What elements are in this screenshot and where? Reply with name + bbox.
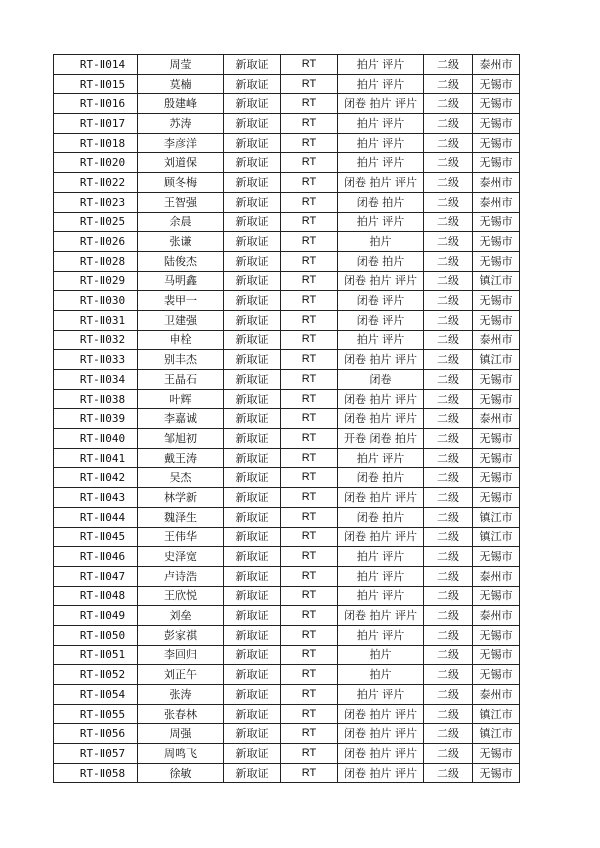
method-cell: RT [281, 74, 338, 94]
table-row [54, 625, 520, 645]
name-cell: 张涛 [138, 685, 224, 705]
exam-items-cell: 闭卷 拍片 评片 [338, 606, 424, 626]
table-row [54, 744, 520, 764]
level-cell: 二级 [424, 566, 473, 586]
cert-type-cell: 新取证 [224, 251, 281, 271]
exam-items-cell: 闭卷 拍片 [338, 192, 424, 212]
city-cell: 泰州市 [473, 566, 520, 586]
cert-type-cell: 新取证 [224, 625, 281, 645]
cert-number-cell: RT-Ⅱ029 [54, 271, 138, 291]
table-row [54, 74, 520, 94]
method-cell: RT [281, 665, 338, 685]
cert-type-cell: 新取证 [224, 724, 281, 744]
cert-type-cell: 新取证 [224, 645, 281, 665]
cert-type-cell: 新取证 [224, 606, 281, 626]
cert-number-cell: RT-Ⅱ058 [54, 763, 138, 783]
exam-items-cell: 闭卷 拍片 评片 [338, 763, 424, 783]
city-cell: 无锡市 [473, 763, 520, 783]
method-cell: RT [281, 763, 338, 783]
cert-type-cell: 新取证 [224, 370, 281, 390]
level-cell: 二级 [424, 350, 473, 370]
cert-number-cell: RT-Ⅱ014 [54, 55, 138, 75]
method-cell: RT [281, 389, 338, 409]
city-cell: 镇江市 [473, 271, 520, 291]
method-cell: RT [281, 271, 338, 291]
cert-number-cell: RT-Ⅱ039 [54, 409, 138, 429]
method-cell: RT [281, 310, 338, 330]
city-cell: 泰州市 [473, 173, 520, 193]
cert-type-cell: 新取证 [224, 488, 281, 508]
method-cell: RT [281, 744, 338, 764]
cert-number-cell: RT-Ⅱ052 [54, 665, 138, 685]
method-cell: RT [281, 704, 338, 724]
table-row [54, 547, 520, 567]
name-cell: 殷建峰 [138, 94, 224, 114]
exam-items-cell: 拍片 评片 [338, 153, 424, 173]
cert-type-cell: 新取证 [224, 468, 281, 488]
city-cell: 无锡市 [473, 291, 520, 311]
cert-type-cell: 新取证 [224, 291, 281, 311]
level-cell: 二级 [424, 55, 473, 75]
cert-number-cell: RT-Ⅱ018 [54, 133, 138, 153]
cert-type-cell: 新取证 [224, 94, 281, 114]
exam-items-cell: 拍片 评片 [338, 685, 424, 705]
name-cell: 张谦 [138, 232, 224, 252]
cert-type-cell: 新取证 [224, 685, 281, 705]
table-row [54, 409, 520, 429]
name-cell: 王欣悦 [138, 586, 224, 606]
level-cell: 二级 [424, 448, 473, 468]
cert-type-cell: 新取证 [224, 55, 281, 75]
method-cell: RT [281, 429, 338, 449]
level-cell: 二级 [424, 330, 473, 350]
name-cell: 顾冬梅 [138, 173, 224, 193]
cert-number-cell: RT-Ⅱ057 [54, 744, 138, 764]
city-cell: 镇江市 [473, 724, 520, 744]
exam-items-cell: 闭卷 拍片 [338, 251, 424, 271]
method-cell: RT [281, 566, 338, 586]
cert-type-cell: 新取证 [224, 310, 281, 330]
table-row [54, 330, 520, 350]
city-cell: 镇江市 [473, 350, 520, 370]
level-cell: 二级 [424, 468, 473, 488]
cert-number-cell: RT-Ⅱ016 [54, 94, 138, 114]
level-cell: 二级 [424, 645, 473, 665]
exam-items-cell: 闭卷 [338, 370, 424, 390]
exam-items-cell: 闭卷 评片 [338, 310, 424, 330]
exam-items-cell: 拍片 评片 [338, 212, 424, 232]
method-cell: RT [281, 173, 338, 193]
exam-items-cell: 闭卷 拍片 评片 [338, 724, 424, 744]
table-row [54, 370, 520, 390]
level-cell: 二级 [424, 586, 473, 606]
cert-type-cell: 新取证 [224, 704, 281, 724]
city-cell: 泰州市 [473, 685, 520, 705]
name-cell: 魏泽生 [138, 507, 224, 527]
method-cell: RT [281, 212, 338, 232]
cert-type-cell: 新取证 [224, 232, 281, 252]
name-cell: 卫建强 [138, 310, 224, 330]
table-row [54, 429, 520, 449]
name-cell: 刘道保 [138, 153, 224, 173]
exam-items-cell: 拍片 评片 [338, 448, 424, 468]
table-row [54, 685, 520, 705]
level-cell: 二级 [424, 94, 473, 114]
cert-number-cell: RT-Ⅱ022 [54, 173, 138, 193]
city-cell: 无锡市 [473, 251, 520, 271]
table-row [54, 271, 520, 291]
exam-items-cell: 闭卷 拍片 [338, 468, 424, 488]
table-row [54, 389, 520, 409]
name-cell: 李嘉诚 [138, 409, 224, 429]
cert-type-cell: 新取证 [224, 547, 281, 567]
cert-type-cell: 新取证 [224, 527, 281, 547]
cert-type-cell: 新取证 [224, 114, 281, 134]
city-cell: 无锡市 [473, 74, 520, 94]
cert-type-cell: 新取证 [224, 586, 281, 606]
cert-type-cell: 新取证 [224, 507, 281, 527]
table-row [54, 192, 520, 212]
name-cell: 吴杰 [138, 468, 224, 488]
method-cell: RT [281, 488, 338, 508]
name-cell: 王晶石 [138, 370, 224, 390]
name-cell: 王智强 [138, 192, 224, 212]
exam-items-cell: 拍片 [338, 665, 424, 685]
city-cell: 无锡市 [473, 488, 520, 508]
method-cell: RT [281, 133, 338, 153]
cert-number-cell: RT-Ⅱ050 [54, 625, 138, 645]
table-row [54, 724, 520, 744]
method-cell: RT [281, 685, 338, 705]
table-row [54, 507, 520, 527]
city-cell: 无锡市 [473, 310, 520, 330]
city-cell: 泰州市 [473, 55, 520, 75]
table-row [54, 212, 520, 232]
exam-items-cell: 闭卷 拍片 评片 [338, 173, 424, 193]
level-cell: 二级 [424, 173, 473, 193]
cert-number-cell: RT-Ⅱ023 [54, 192, 138, 212]
method-cell: RT [281, 468, 338, 488]
name-cell: 徐敏 [138, 763, 224, 783]
exam-items-cell: 拍片 评片 [338, 566, 424, 586]
table-row [54, 763, 520, 783]
exam-items-cell: 拍片 评片 [338, 55, 424, 75]
city-cell: 泰州市 [473, 606, 520, 626]
table-row [54, 704, 520, 724]
city-cell: 无锡市 [473, 665, 520, 685]
level-cell: 二级 [424, 704, 473, 724]
cert-type-cell: 新取证 [224, 74, 281, 94]
cert-type-cell: 新取证 [224, 350, 281, 370]
city-cell: 无锡市 [473, 645, 520, 665]
method-cell: RT [281, 350, 338, 370]
table-body [54, 55, 520, 783]
level-cell: 二级 [424, 724, 473, 744]
method-cell: RT [281, 232, 338, 252]
level-cell: 二级 [424, 291, 473, 311]
level-cell: 二级 [424, 744, 473, 764]
cert-type-cell: 新取证 [224, 665, 281, 685]
cert-type-cell: 新取证 [224, 429, 281, 449]
method-cell: RT [281, 507, 338, 527]
method-cell: RT [281, 94, 338, 114]
level-cell: 二级 [424, 232, 473, 252]
exam-items-cell: 闭卷 拍片 评片 [338, 744, 424, 764]
table-row [54, 133, 520, 153]
name-cell: 张春林 [138, 704, 224, 724]
name-cell: 叶辉 [138, 389, 224, 409]
exam-items-cell: 开卷 闭卷 拍片 [338, 429, 424, 449]
name-cell: 裴甲一 [138, 291, 224, 311]
table-row [54, 586, 520, 606]
cert-number-cell: RT-Ⅱ046 [54, 547, 138, 567]
exam-items-cell: 闭卷 拍片 评片 [338, 94, 424, 114]
level-cell: 二级 [424, 114, 473, 134]
city-cell: 无锡市 [473, 744, 520, 764]
cert-number-cell: RT-Ⅱ028 [54, 251, 138, 271]
exam-items-cell: 拍片 评片 [338, 133, 424, 153]
level-cell: 二级 [424, 409, 473, 429]
method-cell: RT [281, 586, 338, 606]
table-row [54, 566, 520, 586]
method-cell: RT [281, 645, 338, 665]
level-cell: 二级 [424, 507, 473, 527]
method-cell: RT [281, 724, 338, 744]
table-row [54, 114, 520, 134]
exam-items-cell: 拍片 [338, 645, 424, 665]
cert-type-cell: 新取证 [224, 133, 281, 153]
name-cell: 别丰杰 [138, 350, 224, 370]
city-cell: 无锡市 [473, 586, 520, 606]
name-cell: 彭家祺 [138, 625, 224, 645]
name-cell: 马明鑫 [138, 271, 224, 291]
city-cell: 无锡市 [473, 547, 520, 567]
method-cell: RT [281, 114, 338, 134]
city-cell: 无锡市 [473, 153, 520, 173]
method-cell: RT [281, 291, 338, 311]
cert-number-cell: RT-Ⅱ015 [54, 74, 138, 94]
name-cell: 周莹 [138, 55, 224, 75]
name-cell: 余晨 [138, 212, 224, 232]
level-cell: 二级 [424, 271, 473, 291]
name-cell: 王伟华 [138, 527, 224, 547]
name-cell: 史泽宽 [138, 547, 224, 567]
name-cell: 刘垒 [138, 606, 224, 626]
exam-items-cell: 拍片 [338, 232, 424, 252]
level-cell: 二级 [424, 625, 473, 645]
level-cell: 二级 [424, 310, 473, 330]
name-cell: 周强 [138, 724, 224, 744]
method-cell: RT [281, 409, 338, 429]
table-row [54, 527, 520, 547]
exam-items-cell: 拍片 评片 [338, 586, 424, 606]
level-cell: 二级 [424, 763, 473, 783]
level-cell: 二级 [424, 685, 473, 705]
name-cell: 邹旭初 [138, 429, 224, 449]
exam-items-cell: 闭卷 拍片 评片 [338, 271, 424, 291]
name-cell: 刘正午 [138, 665, 224, 685]
cert-type-cell: 新取证 [224, 389, 281, 409]
city-cell: 无锡市 [473, 448, 520, 468]
method-cell: RT [281, 370, 338, 390]
name-cell: 卢诗浩 [138, 566, 224, 586]
table-row [54, 488, 520, 508]
cert-number-cell: RT-Ⅱ033 [54, 350, 138, 370]
cert-type-cell: 新取证 [224, 192, 281, 212]
city-cell: 镇江市 [473, 704, 520, 724]
cert-type-cell: 新取证 [224, 763, 281, 783]
method-cell: RT [281, 55, 338, 75]
cert-number-cell: RT-Ⅱ048 [54, 586, 138, 606]
level-cell: 二级 [424, 133, 473, 153]
cert-type-cell: 新取证 [224, 271, 281, 291]
cert-type-cell: 新取证 [224, 448, 281, 468]
exam-items-cell: 闭卷 拍片 评片 [338, 409, 424, 429]
name-cell: 李回归 [138, 645, 224, 665]
exam-items-cell: 拍片 评片 [338, 330, 424, 350]
level-cell: 二级 [424, 370, 473, 390]
cert-number-cell: RT-Ⅱ044 [54, 507, 138, 527]
level-cell: 二级 [424, 192, 473, 212]
table-row [54, 448, 520, 468]
method-cell: RT [281, 153, 338, 173]
city-cell: 无锡市 [473, 114, 520, 134]
cert-number-cell: RT-Ⅱ040 [54, 429, 138, 449]
cert-type-cell: 新取证 [224, 744, 281, 764]
cert-number-cell: RT-Ⅱ032 [54, 330, 138, 350]
table-row [54, 350, 520, 370]
cert-number-cell: RT-Ⅱ051 [54, 645, 138, 665]
cert-type-cell: 新取证 [224, 330, 281, 350]
exam-items-cell: 闭卷 评片 [338, 291, 424, 311]
city-cell: 泰州市 [473, 192, 520, 212]
level-cell: 二级 [424, 665, 473, 685]
exam-items-cell: 拍片 评片 [338, 547, 424, 567]
cert-type-cell: 新取证 [224, 409, 281, 429]
exam-items-cell: 拍片 评片 [338, 74, 424, 94]
level-cell: 二级 [424, 606, 473, 626]
method-cell: RT [281, 625, 338, 645]
city-cell: 无锡市 [473, 370, 520, 390]
level-cell: 二级 [424, 212, 473, 232]
city-cell: 无锡市 [473, 133, 520, 153]
exam-items-cell: 闭卷 拍片 评片 [338, 350, 424, 370]
cert-number-cell: RT-Ⅱ047 [54, 566, 138, 586]
exam-items-cell: 拍片 评片 [338, 625, 424, 645]
level-cell: 二级 [424, 429, 473, 449]
name-cell: 莫楠 [138, 74, 224, 94]
table-row [54, 606, 520, 626]
name-cell: 李彦洋 [138, 133, 224, 153]
city-cell: 泰州市 [473, 330, 520, 350]
city-cell: 无锡市 [473, 94, 520, 114]
cert-number-cell: RT-Ⅱ054 [54, 685, 138, 705]
cert-number-cell: RT-Ⅱ045 [54, 527, 138, 547]
level-cell: 二级 [424, 488, 473, 508]
cert-number-cell: RT-Ⅱ049 [54, 606, 138, 626]
level-cell: 二级 [424, 74, 473, 94]
city-cell: 无锡市 [473, 389, 520, 409]
city-cell: 无锡市 [473, 429, 520, 449]
cert-type-cell: 新取证 [224, 153, 281, 173]
city-cell: 无锡市 [473, 625, 520, 645]
exam-items-cell: 闭卷 拍片 评片 [338, 488, 424, 508]
method-cell: RT [281, 448, 338, 468]
city-cell: 镇江市 [473, 527, 520, 547]
results-table [53, 54, 520, 783]
method-cell: RT [281, 606, 338, 626]
cert-number-cell: RT-Ⅱ034 [54, 370, 138, 390]
cert-number-cell: RT-Ⅱ043 [54, 488, 138, 508]
city-cell: 无锡市 [473, 232, 520, 252]
cert-number-cell: RT-Ⅱ025 [54, 212, 138, 232]
table-row [54, 232, 520, 252]
level-cell: 二级 [424, 153, 473, 173]
table-row [54, 291, 520, 311]
exam-items-cell: 闭卷 拍片 评片 [338, 704, 424, 724]
method-cell: RT [281, 251, 338, 271]
table-row [54, 173, 520, 193]
cert-number-cell: RT-Ⅱ038 [54, 389, 138, 409]
method-cell: RT [281, 330, 338, 350]
table-row [54, 468, 520, 488]
cert-type-cell: 新取证 [224, 212, 281, 232]
city-cell: 泰州市 [473, 409, 520, 429]
name-cell: 戴王涛 [138, 448, 224, 468]
cert-number-cell: RT-Ⅱ017 [54, 114, 138, 134]
level-cell: 二级 [424, 527, 473, 547]
cert-number-cell: RT-Ⅱ056 [54, 724, 138, 744]
method-cell: RT [281, 192, 338, 212]
cert-number-cell: RT-Ⅱ030 [54, 291, 138, 311]
table-row [54, 94, 520, 114]
name-cell: 苏涛 [138, 114, 224, 134]
table-row [54, 310, 520, 330]
level-cell: 二级 [424, 547, 473, 567]
name-cell: 陆俊杰 [138, 251, 224, 271]
exam-items-cell: 闭卷 拍片 [338, 507, 424, 527]
cert-number-cell: RT-Ⅱ055 [54, 704, 138, 724]
name-cell: 申栓 [138, 330, 224, 350]
city-cell: 无锡市 [473, 212, 520, 232]
name-cell: 林学新 [138, 488, 224, 508]
cert-number-cell: RT-Ⅱ026 [54, 232, 138, 252]
exam-items-cell: 闭卷 拍片 评片 [338, 389, 424, 409]
cert-number-cell: RT-Ⅱ042 [54, 468, 138, 488]
table-row [54, 251, 520, 271]
name-cell: 周鸣飞 [138, 744, 224, 764]
table-row [54, 645, 520, 665]
table-row [54, 55, 520, 75]
exam-items-cell: 闭卷 拍片 评片 [338, 527, 424, 547]
cert-type-cell: 新取证 [224, 173, 281, 193]
cert-number-cell: RT-Ⅱ020 [54, 153, 138, 173]
cert-type-cell: 新取证 [224, 566, 281, 586]
city-cell: 无锡市 [473, 468, 520, 488]
method-cell: RT [281, 547, 338, 567]
cert-number-cell: RT-Ⅱ031 [54, 310, 138, 330]
level-cell: 二级 [424, 389, 473, 409]
cert-number-cell: RT-Ⅱ041 [54, 448, 138, 468]
table-row [54, 665, 520, 685]
level-cell: 二级 [424, 251, 473, 271]
table-row [54, 153, 520, 173]
method-cell: RT [281, 527, 338, 547]
exam-items-cell: 拍片 评片 [338, 114, 424, 134]
city-cell: 镇江市 [473, 507, 520, 527]
